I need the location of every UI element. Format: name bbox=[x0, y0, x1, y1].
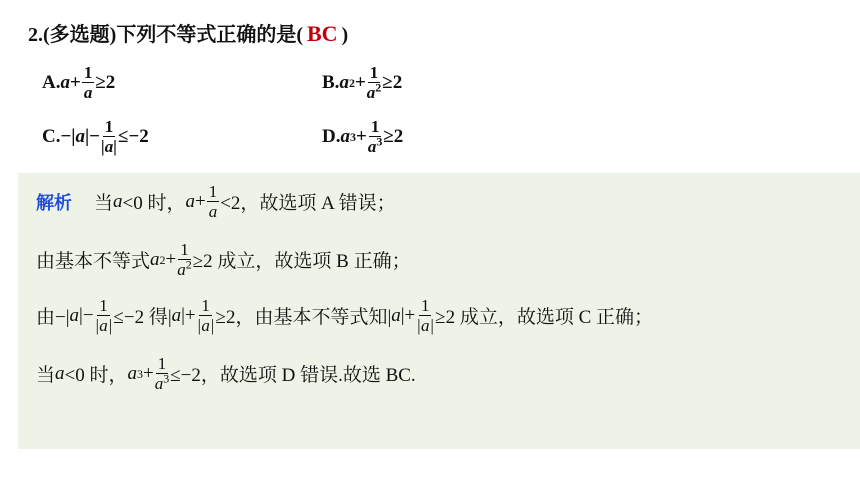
option-c-rel: ≤−2 bbox=[118, 125, 149, 147]
s3-t2: |− bbox=[79, 304, 94, 326]
s1-a: a bbox=[113, 190, 123, 212]
s3-a2: a bbox=[171, 304, 182, 326]
option-c-fraction bbox=[101, 118, 117, 155]
s2-plus: + bbox=[165, 248, 177, 270]
option-a-var: a bbox=[60, 71, 70, 93]
question-prefix: 2.(多选题)下列不等式正确的是( bbox=[28, 24, 303, 46]
s2-t2: ≥2 成立，故选项 B 正确； bbox=[192, 251, 411, 272]
option-c-mid: |− bbox=[85, 125, 101, 147]
s3-t7: ≥2 成立，故选项 C 正确； bbox=[435, 307, 653, 328]
s3-t4: |+ bbox=[181, 304, 196, 326]
s2-fraction bbox=[177, 241, 192, 278]
s3-num2: 1 bbox=[201, 296, 210, 315]
option-d-var: a bbox=[340, 125, 350, 147]
option-a-label: A. bbox=[42, 71, 61, 93]
s3-a: a bbox=[69, 304, 80, 326]
s4-a2: a bbox=[127, 362, 137, 384]
s4-plus: + bbox=[142, 362, 154, 384]
option-d-den: a bbox=[367, 137, 377, 156]
s1-a2: a bbox=[185, 190, 195, 212]
option-b-den-exp: 2 bbox=[375, 80, 382, 95]
s1-fraction bbox=[207, 183, 220, 220]
s4-den: a bbox=[154, 374, 164, 393]
option-c-label: C. bbox=[42, 125, 61, 147]
question-title bbox=[28, 18, 348, 47]
solution-line-1 bbox=[36, 183, 396, 220]
s3-t1: 由−| bbox=[36, 307, 70, 328]
option-a-plus: + bbox=[69, 71, 81, 93]
s3-fraction-1 bbox=[95, 297, 113, 334]
option-b-rel: ≥2 bbox=[382, 71, 403, 93]
s3-t6: |+ bbox=[400, 304, 416, 326]
option-a-rel: ≥2 bbox=[95, 71, 116, 93]
option-b: B. a 2 + $\frac{1}{a^2}$ ≥2 bbox=[322, 63, 403, 102]
s4-t1: 当 bbox=[36, 365, 56, 386]
solution-panel bbox=[18, 173, 860, 449]
s1-t1: 当 bbox=[94, 193, 114, 214]
s4-t3: ≤−2，故选项 D 错误.故选 BC. bbox=[170, 365, 416, 386]
solution-line-4: 当 a <0 时， a 3 + $\frac{1}{a^3}$ ≤−2，故选项 D 错误.故选 BC. bbox=[36, 354, 416, 393]
option-c-den: |a| bbox=[101, 137, 118, 156]
option-a-num: 1 bbox=[83, 63, 93, 82]
option-d-rel: ≥2 bbox=[383, 125, 404, 147]
s3-t5: ≥2，由基本不等式知| bbox=[215, 307, 392, 328]
solution-line-2: 由基本不等式 a 2 + $\frac{1}{a^2}$ ≥2 成立，故选项 B 正确； bbox=[36, 240, 411, 279]
s4-a: a bbox=[55, 362, 65, 384]
s4-t2: <0 时， bbox=[64, 365, 128, 386]
option-d-den-exp: 3 bbox=[376, 134, 383, 149]
option-c bbox=[42, 118, 149, 155]
option-a-fraction bbox=[82, 64, 95, 101]
s2-a: a bbox=[150, 248, 160, 270]
option-a-den: a bbox=[83, 83, 93, 102]
s3-den: |a| bbox=[94, 316, 113, 335]
option-c-var: a bbox=[75, 125, 85, 147]
s3-den3: |a| bbox=[416, 316, 435, 335]
option-d-label: D. bbox=[322, 125, 341, 147]
s3-fraction-3 bbox=[416, 297, 434, 334]
option-b-num: 1 bbox=[369, 63, 379, 82]
solution-tag: 解析 bbox=[36, 192, 72, 214]
s2-num: 1 bbox=[180, 240, 189, 259]
s1-num: 1 bbox=[208, 182, 218, 201]
question-suffix: ) bbox=[341, 24, 349, 46]
s1-t3: <2，故选项 A 错误； bbox=[220, 193, 396, 214]
option-d-plus: + bbox=[355, 125, 367, 147]
option-c-pre: −| bbox=[60, 125, 76, 147]
option-d-num: 1 bbox=[370, 117, 380, 136]
option-d: D. a 3 + $\frac{1}{a^3}$ ≥2 bbox=[322, 117, 404, 156]
s3-t3: ≤−2 得| bbox=[113, 307, 172, 328]
s1-t2: <0 时， bbox=[122, 193, 186, 214]
s2-den-exp: 2 bbox=[185, 257, 192, 272]
s2-den: a bbox=[177, 260, 186, 279]
option-b-den: a bbox=[366, 83, 376, 102]
s4-num: 1 bbox=[157, 354, 167, 373]
option-b-var: a bbox=[339, 71, 349, 93]
option-c-num: 1 bbox=[104, 117, 114, 136]
answer-text: BC bbox=[306, 21, 338, 46]
option-b-fraction bbox=[367, 64, 382, 101]
s3-num3: 1 bbox=[420, 296, 430, 315]
s3-fraction-2 bbox=[197, 297, 215, 334]
s2-t1: 由基本不等式 bbox=[36, 251, 151, 272]
s3-a3: a bbox=[391, 304, 401, 326]
option-a bbox=[42, 64, 115, 101]
s1-plus: + bbox=[194, 190, 206, 212]
s1-den: a bbox=[208, 202, 218, 221]
option-b-plus: + bbox=[354, 71, 366, 93]
solution-line-3 bbox=[36, 297, 653, 334]
s4-fraction bbox=[155, 355, 170, 392]
s4-den-exp: 3 bbox=[163, 371, 170, 386]
s3-den2: |a| bbox=[196, 316, 215, 335]
option-b-label: B. bbox=[322, 71, 340, 93]
s3-num: 1 bbox=[99, 296, 108, 315]
option-d-fraction bbox=[368, 118, 383, 155]
